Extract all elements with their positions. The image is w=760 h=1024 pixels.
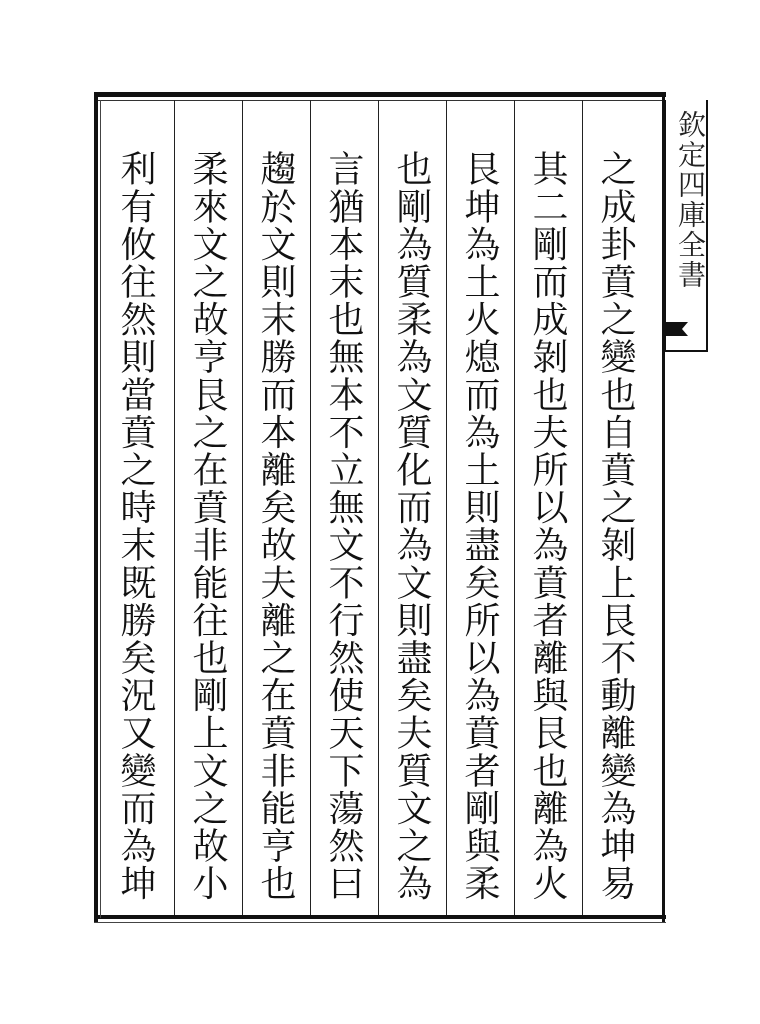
column-rule [174,100,175,915]
column-rule [514,100,515,915]
text-column: 之成卦賁之變也自賁之剝上艮不動離變為坤易 [595,150,636,902]
text-column: 言猶本末也無本不立無文不行然使天下蕩然曰 [323,150,364,902]
frame-top-inner-border [94,100,666,101]
text-column: 利有攸往然則當賁之時末既勝矣況又變而為坤 [115,150,156,902]
column-rule [446,100,447,915]
text-column: 艮坤為土火熄而為土則盡矣所以為賁者剛與柔 [459,150,500,902]
frame-left-border [94,92,98,922]
text-column: 其二剛而成剝也夫所以為賁者離與艮也離為火 [527,150,568,902]
column-rule [378,100,379,915]
margin-title: 欽定四庫全書 [674,110,707,290]
frame-left-inner-border [100,100,101,918]
column-rule [582,100,583,915]
column-rule [242,100,243,915]
frame-top-border [94,92,666,97]
text-column: 也剛為質柔為文質化而為文則盡矣夫質文之為 [391,150,432,902]
column-rule [310,100,311,915]
fish-tail-ornament [660,320,690,338]
frame-bottom-border [94,915,666,919]
text-column: 趨於文則末勝而本離矣故夫離之在賁非能亨也 [255,150,296,902]
text-column: 柔來文之故亨艮之在賁非能往也剛上文之故小 [187,150,228,902]
frame-bottom-inner-border [94,922,666,923]
